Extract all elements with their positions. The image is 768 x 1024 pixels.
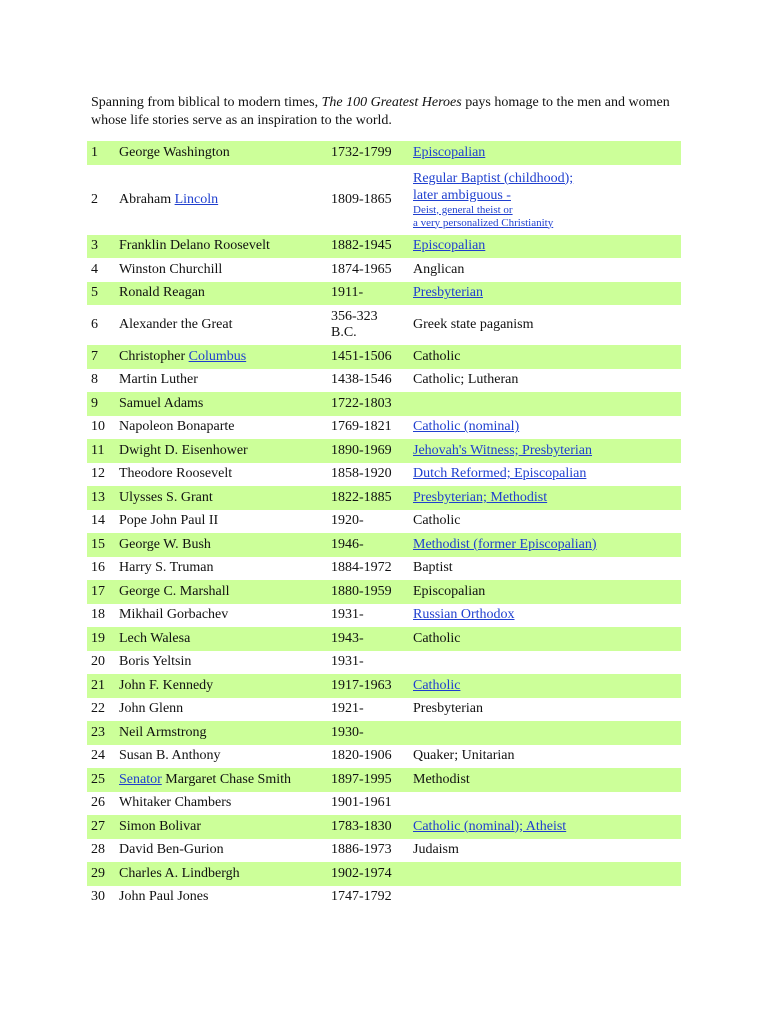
religion-cell [409, 721, 681, 745]
name-cell: Whitaker Chambers [119, 795, 232, 811]
religion-link[interactable]: Presbyterian; Methodist [413, 489, 548, 505]
rank-cell: 25 [87, 768, 115, 792]
name-cell: Harry S. Truman [119, 560, 214, 576]
religion-cell [409, 815, 681, 839]
table-row [87, 463, 681, 487]
name-cell: Boris Yeltsin [119, 654, 192, 670]
rank-cell: 3 [87, 235, 115, 259]
table-row [87, 369, 681, 393]
religion-cell: Baptist [413, 560, 453, 576]
religion-cell [409, 604, 681, 628]
table-row [87, 698, 681, 722]
rank-cell: 26 [91, 795, 105, 811]
rank-cell: 17 [87, 580, 115, 604]
years-cell: 1902-1974 [327, 862, 409, 886]
religion-note [413, 217, 681, 230]
name-cell: Ronald Reagan [115, 282, 327, 306]
religion-link[interactable]: Presbyterian [413, 285, 483, 301]
name-text: Margaret Chase Smith [161, 771, 291, 787]
religion-note-link[interactable]: a very personalized Christianity [413, 216, 554, 229]
rank-cell: 27 [87, 815, 115, 839]
table-row [87, 886, 681, 910]
religion-note-link[interactable]: Deist, general theist or [413, 203, 513, 216]
religion-cell [409, 165, 681, 235]
rank-cell: 9 [87, 392, 115, 416]
rank-cell: 4 [91, 261, 98, 277]
rank-cell: 24 [91, 748, 105, 764]
religion-cell: Quaker; Unitarian [413, 748, 515, 764]
name-cell: Lech Walesa [115, 627, 327, 651]
name-cell: Dwight D. Eisenhower [115, 439, 327, 463]
rank-cell: 7 [87, 345, 115, 369]
rank-cell: 1 [87, 141, 115, 165]
years-cell: 1930- [327, 721, 409, 745]
name-cell: John F. Kennedy [115, 674, 327, 698]
religion-link[interactable]: Episcopalian [413, 144, 486, 160]
religion-link[interactable]: Methodist (former Episcopalian) [413, 536, 597, 552]
rank-cell: 30 [91, 889, 105, 905]
religion-cell: Judaism [413, 842, 459, 858]
rank-cell: 20 [91, 654, 105, 670]
religion-link[interactable]: Jehovah's Witness; Presbyterian [413, 442, 593, 458]
name-link[interactable]: Lincoln [174, 191, 219, 207]
name-cell: John Paul Jones [119, 889, 209, 905]
years-cell: 1920- [331, 513, 364, 529]
years-cell: 1809-1865 [331, 191, 392, 207]
name-text: Christopher [119, 348, 189, 364]
years-cell: 1911- [327, 282, 409, 306]
years-cell: 1943- [327, 627, 409, 651]
name-cell: Mikhail Gorbachev [119, 607, 229, 623]
years-cell: 1897-1995 [327, 768, 409, 792]
religion-link[interactable]: Russian Orthodox [413, 607, 515, 623]
religion-cell [409, 533, 681, 557]
table-row [87, 815, 681, 839]
table-row [87, 305, 681, 345]
table-row [87, 604, 681, 628]
years-cell: 1901-1961 [331, 795, 392, 811]
years-cell: 1882-1945 [327, 235, 409, 259]
religion-cell [409, 792, 681, 816]
intro-text-start: Spanning from biblical to modern times, [91, 95, 322, 110]
religion-cell [409, 486, 681, 510]
table-row [87, 235, 681, 259]
religion-cell [409, 674, 681, 698]
rank-cell: 29 [87, 862, 115, 886]
years-line: B.C. [331, 325, 357, 340]
religion-cell [409, 282, 681, 306]
religion-cell: Presbyterian [413, 701, 483, 717]
name-cell: David Ben-Gurion [119, 842, 224, 858]
name-cell [115, 165, 327, 235]
table-row [87, 439, 681, 463]
religion-cell [409, 235, 681, 259]
table-row [87, 862, 681, 886]
years-cell: 1886-1973 [331, 842, 392, 858]
name-cell: George W. Bush [115, 533, 327, 557]
years-cell: 1451-1506 [327, 345, 409, 369]
years-cell: 1931- [331, 607, 364, 623]
intro-paragraph [91, 94, 691, 129]
name-cell [115, 768, 327, 792]
table-row [87, 768, 681, 792]
religion-link[interactable]: Episcopalian [413, 238, 486, 254]
table-row [87, 282, 681, 306]
name-text: Abraham [119, 191, 175, 207]
years-line: 356-323 [331, 309, 378, 324]
table-row [87, 392, 681, 416]
rank-cell: 19 [87, 627, 115, 651]
rank-cell: 21 [87, 674, 115, 698]
years-cell: 1884-1972 [331, 560, 392, 576]
rank-cell: 8 [91, 372, 98, 388]
table-row [87, 510, 681, 534]
rank-cell: 12 [91, 466, 105, 482]
table-row [87, 165, 681, 235]
rank-cell: 16 [91, 560, 105, 576]
years-cell: 1820-1906 [331, 748, 392, 764]
name-cell: George Washington [115, 141, 327, 165]
years-cell: 1931- [331, 654, 364, 670]
religion-cell: Methodist [409, 768, 681, 792]
years-cell: 1874-1965 [331, 261, 392, 277]
rank-cell: 10 [91, 419, 105, 435]
name-cell: Ulysses S. Grant [115, 486, 327, 510]
table-row [87, 345, 681, 369]
religion-cell [409, 463, 681, 487]
name-cell: Charles A. Lindbergh [115, 862, 327, 886]
rank-cell: 18 [91, 607, 105, 623]
religion-link[interactable]: Catholic [413, 677, 461, 693]
religion-link[interactable]: Dutch Reformed; Episcopalian [413, 466, 587, 482]
rank-cell: 11 [87, 439, 115, 463]
years-cell: 1921- [331, 701, 364, 717]
religion-cell [409, 439, 681, 463]
table-row [87, 533, 681, 557]
name-cell: John Glenn [119, 701, 184, 717]
name-link[interactable]: Columbus [188, 348, 247, 364]
rank-cell: 28 [91, 842, 105, 858]
years-cell: 1917-1963 [327, 674, 409, 698]
years-cell: 1783-1830 [327, 815, 409, 839]
table-row [87, 557, 681, 581]
religion-note [413, 204, 681, 217]
table-row [87, 258, 681, 282]
rank-cell: 23 [87, 721, 115, 745]
years-cell: 1747-1792 [331, 889, 392, 905]
religion-block [413, 170, 681, 230]
religion-cell: Catholic [409, 627, 681, 651]
name-cell: Franklin Delano Roosevelt [115, 235, 327, 259]
table-row [87, 674, 681, 698]
book-title: The 100 Greatest Heroes [321, 95, 462, 110]
heroes-table [87, 141, 681, 909]
table-row [87, 792, 681, 816]
religion-cell [409, 886, 681, 910]
religion-link [413, 170, 681, 187]
rank-cell: 2 [91, 191, 98, 207]
religion-cell: Catholic; Lutheran [413, 372, 519, 388]
years-cell [327, 305, 409, 345]
religion-link [413, 187, 681, 204]
title-link[interactable]: Senator [119, 771, 162, 787]
years-cell: 1722-1803 [327, 392, 409, 416]
religion-link-text[interactable]: later ambiguous - [413, 187, 511, 203]
name-cell: Pope John Paul II [119, 513, 219, 529]
years-cell: 1858-1920 [331, 466, 392, 482]
table-row [87, 486, 681, 510]
religion-cell [409, 862, 681, 886]
table-row [87, 580, 681, 604]
name-cell: Winston Churchill [119, 261, 223, 277]
years-cell: 1769-1821 [331, 419, 392, 435]
years-cell: 1822-1885 [327, 486, 409, 510]
table-row [87, 721, 681, 745]
religion-cell [409, 392, 681, 416]
name-cell: Simon Bolivar [115, 815, 327, 839]
name-cell: George C. Marshall [115, 580, 327, 604]
name-cell: Neil Armstrong [115, 721, 327, 745]
rank-cell: 14 [91, 513, 105, 529]
religion-link-text[interactable]: Regular Baptist (childhood); [413, 170, 574, 186]
name-cell: Napoleon Bonaparte [119, 419, 235, 435]
religion-link[interactable]: Catholic (nominal) [413, 419, 520, 435]
rank-cell: 6 [91, 317, 98, 332]
rank-cell: 15 [87, 533, 115, 557]
name-cell: Theodore Roosevelt [119, 466, 233, 482]
name-cell [115, 345, 327, 369]
religion-cell: Catholic [409, 345, 681, 369]
years-cell: 1438-1546 [331, 372, 392, 388]
religion-cell: Greek state paganism [413, 317, 534, 332]
years-cell: 1946- [327, 533, 409, 557]
table-row [87, 745, 681, 769]
table-row [87, 839, 681, 863]
religion-cell [409, 651, 681, 675]
intro-text-end: pays homage to the men and women whose life stories serve as an inspiration to the world. [91, 95, 670, 128]
years-cell: 1890-1969 [327, 439, 409, 463]
name-cell: Susan B. Anthony [119, 748, 221, 764]
rank-cell: 5 [87, 282, 115, 306]
religion-link[interactable]: Catholic (nominal); Atheist [413, 818, 567, 834]
name-cell: Alexander the Great [119, 317, 233, 332]
years-cell: 1732-1799 [327, 141, 409, 165]
religion-cell [409, 416, 681, 440]
religion-cell [409, 141, 681, 165]
table-row [87, 627, 681, 651]
religion-cell: Catholic [413, 513, 461, 529]
name-cell: Martin Luther [119, 372, 198, 388]
table-row [87, 651, 681, 675]
table-row [87, 416, 681, 440]
table-row [87, 141, 681, 165]
rank-cell: 13 [87, 486, 115, 510]
religion-cell: Anglican [413, 261, 465, 277]
rank-cell: 22 [91, 701, 105, 717]
religion-cell: Episcopalian [409, 580, 681, 604]
name-cell: Samuel Adams [115, 392, 327, 416]
years-cell: 1880-1959 [327, 580, 409, 604]
